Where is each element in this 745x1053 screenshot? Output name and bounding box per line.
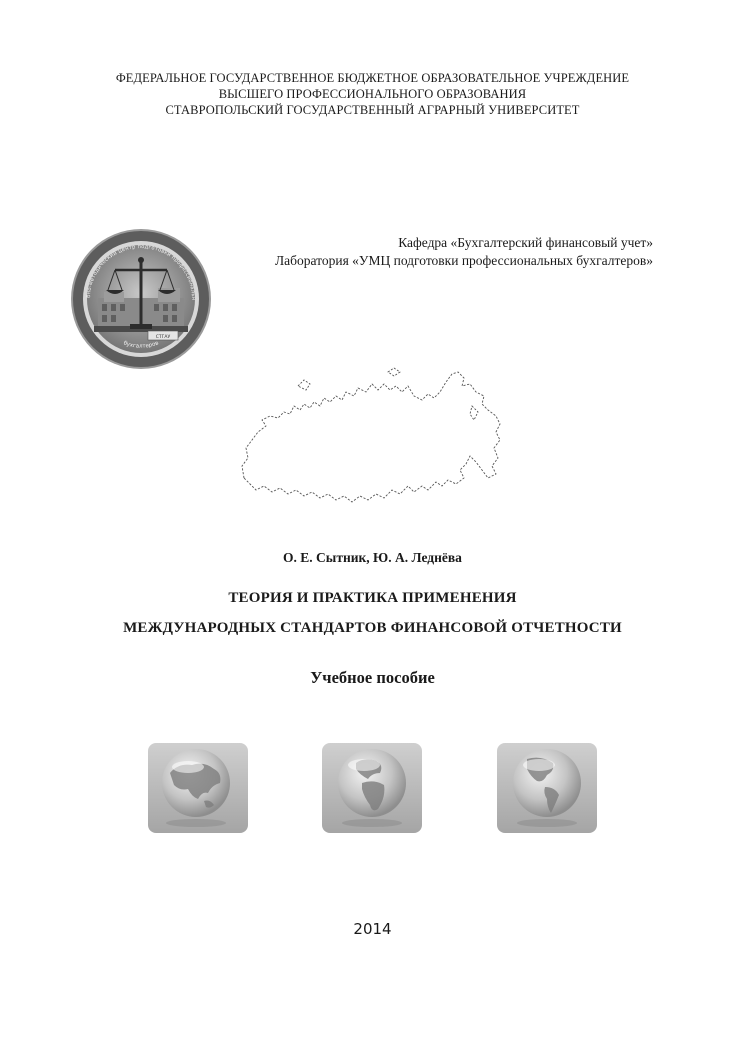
globe-europe-africa-icon [322,743,422,833]
department-laboratory: Лаборатория «УМЦ подготовки профессиональных бухгалтеров» [274,253,653,268]
title-line-1: ТЕОРИЯ И ПРАКТИКА ПРИМЕНЕНИЯ [228,590,517,606]
header-line-2: ВЫСШЕГО ПРОФЕССИОНАЛЬНОГО ОБРАЗОВАНИЯ [218,87,527,101]
book-title [0,583,745,643]
seal-bottom-text: бухгалтеров [122,340,160,350]
subtitle: Учебное пособие [310,668,435,687]
seal-center-text: СТГАУ [155,335,171,340]
header-line-3: СТАВРОПОЛЬСКИЙ ГОСУДАРСТВЕННЫЙ АГРАРНЫЙ УНИВЕРСИТЕТ [165,103,580,117]
title-line-2: МЕЖДУНАРОДНЫХ СТАНДАРТОВ ФИНАНСОВОЙ ОТЧЕТНОСТИ [123,620,622,636]
university-seal-icon [70,228,212,370]
publication-year: 2014 [353,920,392,938]
header-line-1: ФЕДЕРАЛЬНОЕ ГОСУДАРСТВЕННОЕ БЮДЖЕТНОЕ ОБРАЗОВАТЕЛЬНОЕ УЧРЕЖДЕНИЕ [115,71,630,85]
globe-asia-icon [148,743,248,833]
russia-map-outline-icon [238,366,508,516]
department-block [275,234,653,270]
institution-header [0,70,745,118]
globe-americas-icon [497,743,597,833]
seal-top-text: бно-методический центр подготовки профессиональн [85,243,197,301]
authors: О. Е. Сытник, Ю. А. Леднёва [283,550,462,565]
department-chair: Кафедра «Бухгалтерский финансовый учет» [398,235,653,250]
